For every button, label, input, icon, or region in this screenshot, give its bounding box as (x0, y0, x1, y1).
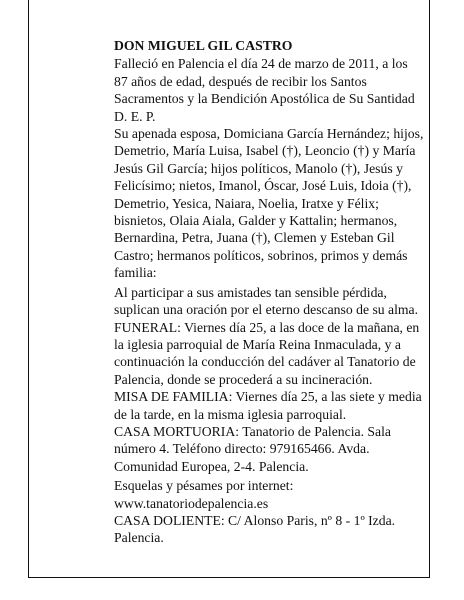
death-paragraph: Falleció en Palencia el día 24 de marzo de 2011, a los 87 años de edad, después de recibir los Santos Sacramentos y la Bendición Apostólica de Su Santidad (114, 56, 415, 107)
family-paragraph: Su apenada esposa, Domiciana García Hernández; hijos, Demetrio, María Luisa, Isabel (†), Leoncio (†) y María Jesús Gil García; hijos políticos, Manolo (†), Jesús y Felicísimo; nietos, Imanol, Óscar, José Luis, Idoia (†), Demetrio, Yesica, Naiara, Noelia, Iratxe y Félix; bisnietos, Olaia Aiala, Galder y Kattalin; hermanos, Bernardina, Petra, Juana (†), Clemen y Esteban Gil Castro; hermanos políticos, sobrinos, primos y demás familia: (114, 126, 424, 281)
obituary-notice (114, 37, 424, 547)
deceased-name: DON MIGUEL GIL CASTRO (114, 38, 293, 53)
funeral-paragraph: FUNERAL: Viernes día 25, a las doce de la mañana, en la iglesia parroquial de María Reina Inmaculada, y a continuación la conducción del cadáver al Tanatorio de Palencia, donde se procederá a su incineración. (114, 319, 420, 387)
mortuary-paragraph: CASA MORTUORIA: Tanatorio de Palencia. Sala número 4. Teléfono directo: 979165466. Avda. Comunidad Europea, 2-4. Palencia. (114, 423, 392, 474)
mourning-home-paragraph: CASA DOLIENTE: C/ Alonso Paris, nº 8 - 1º Izda. Palencia. (114, 512, 396, 546)
request-paragraph: Al participar a sus amistades tan sensible pérdida, suplican una oración por el eterno descanso de su alma. (114, 284, 419, 318)
rest-in-peace: D. E. P. (114, 108, 156, 124)
internet-paragraph: Esquelas y pésames por internet: www.tanatoriodepalencia.es (114, 478, 294, 511)
family-mass-paragraph: MISA DE FAMILIA: Viernes día 25, a las siete y media de la tarde, en la misma iglesia parroquial. (114, 389, 422, 422)
